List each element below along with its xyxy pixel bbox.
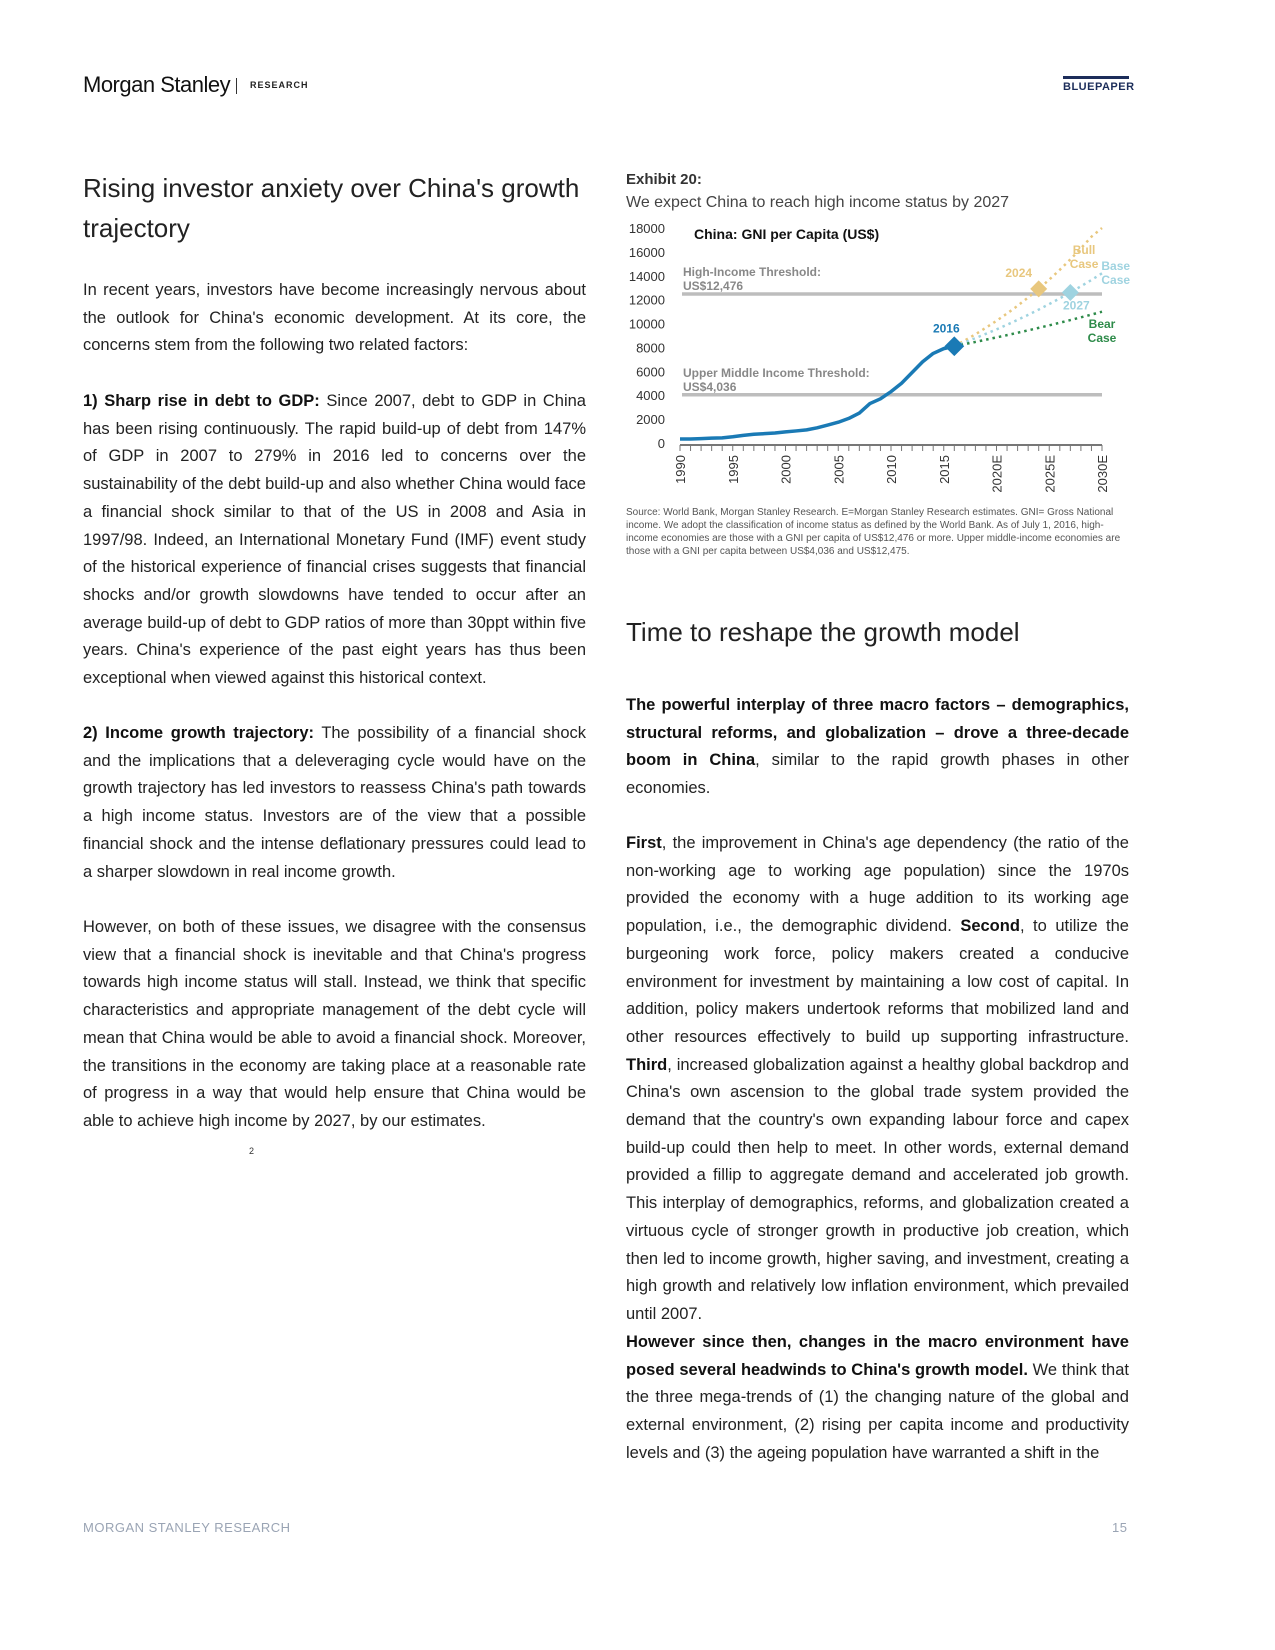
y-tick-label: 8000 [636,340,665,356]
headwinds-lead: However since then, changes in the macro environment have posed several headwinds to China's growth model. [626,1333,1129,1379]
x-tick-label: 2000 [778,455,794,484]
debt-text: Since 2007, debt to GDP in China has been rising continuously. The rapid build-up of debt from 147% of GDP in 2007 to 279% in 2016 led to concerns over the sustainability of the debt build-up and also whether China would face a financial shock similar to that of the US in 2008 and Asia in 1997/98. Indeed, an International Monetary Fund (IMF) event study of the historical experience of financial crises suggests that financial shocks and/or growth slowdowns have tended to occur after an average build-up of debt to GDP ratios of more than 30ppt within five years. China's experience of the past eight years has thus been exceptional when viewed against this historical context. [83,392,586,688]
y-tick-label: 18000 [628,221,665,236]
marker-label: 2024 [1005,265,1033,280]
series-label: Bear [1088,317,1116,331]
x-tick-label: 1995 [725,455,741,484]
bluepaper-badge: BLUEPAPER [1063,76,1129,93]
footnote-mark: 2 [249,1146,255,1156]
series-label: Case [1087,331,1117,345]
brand-logo: Morgan Stanley [83,72,231,97]
first-lead: First [626,834,662,852]
section-label: RESEARCH [250,80,309,90]
header-divider [236,78,237,94]
macro-lead: The powerful interplay of three macro factors – demographics, structural reforms, and globalization – drove a three-decade boom in China [626,696,1129,770]
debt-lead: 1) Sharp rise in debt to GDP: [83,392,320,410]
gni-chart [620,218,1135,503]
chart-title: China: GNI per Capita (US$) [694,226,880,242]
exhibit-subtitle: We expect China to reach high income status by 2027 [626,194,1010,211]
consensus-paragraph: However, on both of these issues, we disagree with the consensus view that a financial shock is inevitable and that China's progress towards high income status will stall. Instead, we think that specific characteristics and appropriate management of the debt cycle will mean that China would be able to avoid a financial shock. Moreover, the transitions in the economy are taking place at a reasonable rate of progress in a way that would help ensure that China would be able to achieve high income by 2027, by our estimates. [83,918,586,1130]
footer-brand: MORGAN STANLEY RESEARCH [83,1520,291,1535]
series-label: Case [1101,273,1131,287]
page-number: 15 [1112,1520,1128,1535]
exhibit-source: Source: World Bank, Morgan Stanley Research. E=Morgan Stanley Research estimates. GNI= Gross National income. We adopt the classification of income status as defined by the World Bank. As of July 1, 2016, high-income economies are those with a GNI per capita of US$12,476 or more. Upper middle-income economies are those with a GNI per capita between US$4,036 and US$12,475. [626,507,1121,557]
right-heading: Time to reshape the growth model [626,617,1020,647]
x-tick-label: 1990 [673,455,688,484]
second-text: , to utilize the burgeoning work force, policy makers created a conducive environment for investment by maintaining a low cost of capital. In addition, policy makers undertook reforms that mobilized land and other resources effectively to build up supporting infrastructure. [626,917,1129,1046]
income-lead: 2) Income growth trajectory: [83,724,314,742]
series-label: Bull [1072,243,1096,257]
y-tick-label: 12000 [628,292,665,308]
x-tick-label: 2015 [936,455,952,484]
y-tick-label: 10000 [628,316,665,332]
x-tick-label: 2030E [1095,455,1110,493]
x-tick-label: 2025E [1042,455,1058,493]
series-label: Case [1069,257,1099,271]
x-tick-label: 2020E [989,455,1005,493]
macro-paragraph [626,692,1129,803]
y-tick-label: 14000 [628,268,665,284]
y-tick-label: 4000 [636,388,665,404]
income-paragraph [83,720,586,886]
y-tick-label: 16000 [628,244,665,260]
marker-label: 2016 [932,321,960,336]
series-label: Base [1101,259,1131,273]
x-tick-label: 2010 [884,455,899,484]
series-line-bear-case [954,312,1102,347]
first-text: , the improvement in China's age dependency (the ratio of the non-working age to working age population) since the 1970s provided the economy with a huge addition to its working age population, i.e., the demographic dividend. [626,834,1129,936]
marker-label: 2027 [1062,298,1090,313]
threshold-label-high-income: High-Income Threshold: [683,264,821,279]
x-tick-label: 2005 [831,455,847,484]
left-heading: Rising investor anxiety over China's growth trajectory [83,173,580,243]
headwinds-text: We think that the three mega-trends of (1) the changing nature of the global and external environment, (2) rising per capita income and productivity levels and (3) the ageing population have warranted a shift in the [626,1360,1129,1462]
threshold-value-high-income: US$12,476 [683,278,744,293]
macro-text: , similar to the rapid growth phases in other economies. [626,751,1129,798]
debt-paragraph [83,388,586,693]
y-tick-label: 0 [657,436,665,451]
threshold-label-upper-middle: Upper Middle Income Threshold: [683,365,870,380]
y-tick-label: 2000 [636,412,665,428]
threshold-value-upper-middle: US$4,036 [683,379,737,394]
third-lead: Third [626,1055,668,1074]
income-text: The possibility of a financial shock and the implications that a deleveraging cycle would have on the growth trajectory has led investors to reassess China's path towards a high income status. Investors are of the view that a possible financial shock and the intense deflationary pressures could lead to a sharper slowdown in real income growth. [83,724,586,881]
historical-marker [944,336,964,356]
headwinds-paragraph [626,1329,1129,1468]
third-text: , increased globalization against a healthy global backdrop and China's own ascension to the global trade system provided the demand that the country's own expanding labour force and capex build-up could then help to meet. In other words, external demand provided a fillip to aggregate demand and accelerated job growth. This interplay of demographics, reforms, and globalization created a virtuous cycle of stronger growth in productive job creation, which then led to income growth, higher saving, and investment, creating a high growth and relatively low inflation environment, which prevailed until 2007. [626,1055,1129,1323]
exhibit-label: Exhibit 20: [626,171,702,188]
second-lead: Second [960,917,1020,936]
intro-paragraph: In recent years, investors have become increasingly nervous about the outlook for China's economic development. At its core, the concerns stem from the following two related factors: [83,281,586,355]
factors-paragraph [626,830,1129,1329]
y-tick-label: 6000 [636,364,665,380]
